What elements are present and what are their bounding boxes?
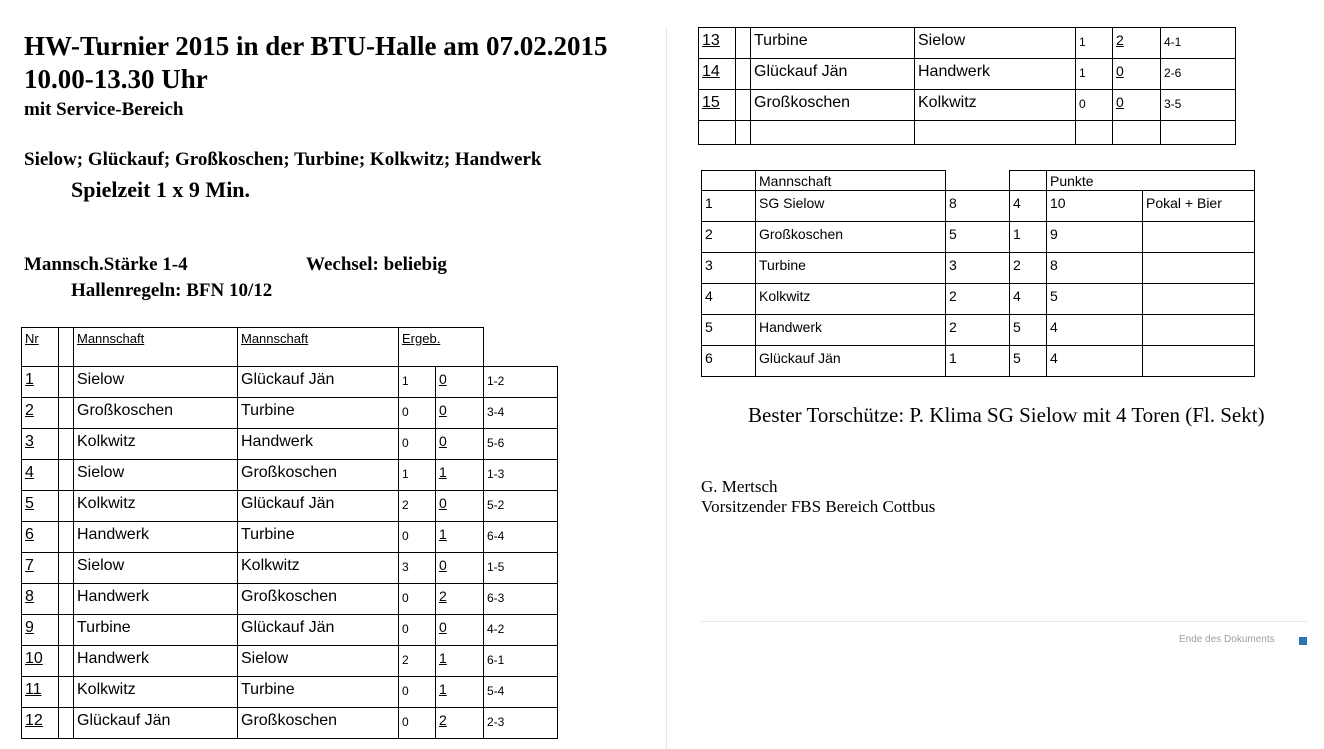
match-nr: 6 bbox=[22, 522, 59, 553]
match-team1: Sielow bbox=[74, 553, 238, 584]
match-pairing: 5-6 bbox=[484, 429, 558, 460]
match-row bbox=[699, 28, 1236, 59]
end-divider bbox=[701, 621, 1307, 622]
match-team1: Kolkwitz bbox=[74, 491, 238, 522]
standings-prize: Pokal + Bier bbox=[1143, 191, 1255, 222]
author-block bbox=[701, 477, 935, 517]
match-nr: 14 bbox=[699, 59, 736, 90]
match-row bbox=[22, 398, 558, 429]
standings-rank: 1 bbox=[702, 191, 756, 222]
standings-row bbox=[702, 191, 1255, 222]
match-team1: Turbine bbox=[751, 28, 915, 59]
match-blank bbox=[59, 553, 74, 584]
match-goals2: 1 bbox=[436, 460, 484, 491]
match-team1: Handwerk bbox=[74, 646, 238, 677]
standings-header-rank bbox=[702, 171, 756, 191]
match-team2: Turbine bbox=[238, 398, 399, 429]
match-goals1: 1 bbox=[1076, 28, 1113, 59]
match-team2: Handwerk bbox=[238, 429, 399, 460]
standings-rank: 5 bbox=[702, 315, 756, 346]
wechsel: Wechsel: beliebig bbox=[306, 254, 447, 275]
match-goals2: 0 bbox=[1113, 90, 1161, 121]
standings-row bbox=[702, 284, 1255, 315]
match-row bbox=[22, 553, 558, 584]
match-nr: 1 bbox=[22, 367, 59, 398]
match-row bbox=[22, 522, 558, 553]
standings-rank: 3 bbox=[702, 253, 756, 284]
document-time: 10.00-13.30 Uhr bbox=[24, 64, 208, 94]
standings-table bbox=[701, 170, 1255, 377]
match-pairing: 6-3 bbox=[484, 584, 558, 615]
standings-punkte: 10 bbox=[1047, 191, 1143, 222]
match-team2: Sielow bbox=[915, 28, 1076, 59]
match-team1: Glückauf Jän bbox=[751, 59, 915, 90]
match-nr: 3 bbox=[22, 429, 59, 460]
match-pairing: 2-3 bbox=[484, 708, 558, 739]
match-blank bbox=[59, 522, 74, 553]
standings-prize bbox=[1143, 346, 1255, 377]
standings-prize bbox=[1143, 253, 1255, 284]
match-row bbox=[22, 584, 558, 615]
match-nr: 2 bbox=[22, 398, 59, 429]
match-goals1: 1 bbox=[399, 460, 436, 491]
header-nr: Nr bbox=[22, 328, 59, 367]
match-goals2: 0 bbox=[436, 398, 484, 429]
match-pairing: 2-6 bbox=[1161, 59, 1236, 90]
standings-body bbox=[702, 191, 1255, 377]
match-blank bbox=[736, 28, 751, 59]
match-goals1: 3 bbox=[399, 553, 436, 584]
standings-row bbox=[702, 222, 1255, 253]
match-blank bbox=[59, 615, 74, 646]
match-goals2: 0 bbox=[436, 553, 484, 584]
standings-punkte: 8 bbox=[1047, 253, 1143, 284]
match-goals1: 1 bbox=[399, 367, 436, 398]
match-pairing: 1-2 bbox=[484, 367, 558, 398]
matches-right-body bbox=[699, 28, 1236, 121]
standings-b: 4 bbox=[1010, 191, 1047, 222]
empty-row bbox=[699, 121, 1236, 145]
standings-punkte: 4 bbox=[1047, 346, 1143, 377]
matches-header-row bbox=[22, 328, 558, 367]
match-blank bbox=[59, 677, 74, 708]
match-team1: Handwerk bbox=[74, 584, 238, 615]
match-pairing: 1-3 bbox=[484, 460, 558, 491]
match-blank bbox=[59, 460, 74, 491]
match-team1: Großkoschen bbox=[74, 398, 238, 429]
match-nr: 8 bbox=[22, 584, 59, 615]
match-goals1: 0 bbox=[399, 522, 436, 553]
match-blank bbox=[736, 59, 751, 90]
match-pairing: 1-5 bbox=[484, 553, 558, 584]
match-row bbox=[22, 646, 558, 677]
match-team2: Großkoschen bbox=[238, 708, 399, 739]
match-pairing: 3-5 bbox=[1161, 90, 1236, 121]
standings-team: Großkoschen bbox=[756, 222, 946, 253]
match-blank bbox=[59, 491, 74, 522]
standings-b: 5 bbox=[1010, 315, 1047, 346]
author-role: Vorsitzender FBS Bereich Cottbus bbox=[701, 497, 936, 516]
header-empty bbox=[484, 328, 558, 367]
match-goals2: 2 bbox=[1113, 28, 1161, 59]
match-row bbox=[22, 615, 558, 646]
standings-b: 5 bbox=[1010, 346, 1047, 377]
match-team2: Turbine bbox=[238, 522, 399, 553]
match-pairing: 3-4 bbox=[484, 398, 558, 429]
match-goals1: 0 bbox=[399, 615, 436, 646]
standings-prize bbox=[1143, 315, 1255, 346]
match-row bbox=[22, 677, 558, 708]
match-team2: Sielow bbox=[238, 646, 399, 677]
match-team1: Turbine bbox=[74, 615, 238, 646]
standings-a: 2 bbox=[946, 284, 1010, 315]
standings-a: 2 bbox=[946, 315, 1010, 346]
match-goals1: 0 bbox=[399, 429, 436, 460]
top-scorer: Bester Torschütze: P. Klima SG Sielow mit 4 Toren (Fl. Sekt) bbox=[748, 403, 1265, 427]
match-goals1: 0 bbox=[1076, 90, 1113, 121]
match-pairing: 5-2 bbox=[484, 491, 558, 522]
match-team1: Handwerk bbox=[74, 522, 238, 553]
standings-a: 8 bbox=[946, 191, 1010, 222]
column-divider bbox=[666, 28, 667, 749]
match-row bbox=[699, 59, 1236, 90]
standings-a: 5 bbox=[946, 222, 1010, 253]
standings-a: 3 bbox=[946, 253, 1010, 284]
match-team2: Glückauf Jän bbox=[238, 491, 399, 522]
header-team2: Mannschaft bbox=[238, 328, 399, 367]
standings-b: 1 bbox=[1010, 222, 1047, 253]
standings-header-a bbox=[946, 171, 1010, 191]
header-blank bbox=[59, 328, 74, 367]
match-nr: 9 bbox=[22, 615, 59, 646]
match-row bbox=[22, 429, 558, 460]
matches-table-right bbox=[698, 27, 1236, 145]
match-goals1: 0 bbox=[399, 398, 436, 429]
standings-team: Glückauf Jän bbox=[756, 346, 946, 377]
standings-prize bbox=[1143, 284, 1255, 315]
match-row bbox=[699, 90, 1236, 121]
match-nr: 15 bbox=[699, 90, 736, 121]
match-team1: Kolkwitz bbox=[74, 429, 238, 460]
match-team2: Großkoschen bbox=[238, 584, 399, 615]
header-ergebnis: Ergeb. bbox=[399, 328, 484, 367]
standings-rank: 6 bbox=[702, 346, 756, 377]
match-team1: Sielow bbox=[74, 460, 238, 491]
match-team2: Handwerk bbox=[915, 59, 1076, 90]
standings-header-punkte: Punkte bbox=[1047, 171, 1255, 191]
match-blank bbox=[59, 429, 74, 460]
end-marker-icon bbox=[1299, 637, 1307, 645]
match-goals2: 1 bbox=[436, 677, 484, 708]
author-name: G. Mertsch bbox=[701, 477, 778, 496]
match-row bbox=[22, 367, 558, 398]
match-blank bbox=[59, 367, 74, 398]
match-goals1: 2 bbox=[399, 646, 436, 677]
match-row bbox=[22, 491, 558, 522]
match-goals1: 2 bbox=[399, 491, 436, 522]
match-team2: Glückauf Jän bbox=[238, 615, 399, 646]
standings-header-b bbox=[1010, 171, 1047, 191]
standings-rank: 4 bbox=[702, 284, 756, 315]
end-of-document-label: Ende des Dokuments bbox=[1179, 634, 1275, 645]
standings-team: Turbine bbox=[756, 253, 946, 284]
match-team2: Kolkwitz bbox=[238, 553, 399, 584]
standings-punkte: 4 bbox=[1047, 315, 1143, 346]
match-nr: 11 bbox=[22, 677, 59, 708]
match-team1: Sielow bbox=[74, 367, 238, 398]
document-title: HW-Turnier 2015 in der BTU-Halle am 07.02.2015 bbox=[24, 31, 608, 61]
match-blank bbox=[59, 708, 74, 739]
match-nr: 7 bbox=[22, 553, 59, 584]
spielzeit: Spielzeit 1 x 9 Min. bbox=[71, 177, 251, 202]
match-goals1: 0 bbox=[399, 708, 436, 739]
standings-prize bbox=[1143, 222, 1255, 253]
match-pairing: 4-1 bbox=[1161, 28, 1236, 59]
match-blank bbox=[736, 90, 751, 121]
match-goals2: 0 bbox=[436, 615, 484, 646]
match-row bbox=[22, 460, 558, 491]
mannschaft-staerke: Mannsch.Stärke 1-4 bbox=[24, 254, 188, 275]
match-goals2: 2 bbox=[436, 584, 484, 615]
matches-table-left bbox=[21, 327, 558, 739]
standings-row bbox=[702, 253, 1255, 284]
standings-team: Kolkwitz bbox=[756, 284, 946, 315]
match-blank bbox=[59, 646, 74, 677]
teams-list: Sielow; Glückauf; Großkoschen; Turbine; Kolkwitz; Handwerk bbox=[24, 149, 542, 170]
standings-row bbox=[702, 315, 1255, 346]
match-pairing: 4-2 bbox=[484, 615, 558, 646]
match-row bbox=[22, 708, 558, 739]
match-team1: Kolkwitz bbox=[74, 677, 238, 708]
hallenregeln: Hallenregeln: BFN 10/12 bbox=[71, 280, 273, 301]
standings-team: Handwerk bbox=[756, 315, 946, 346]
match-goals1: 1 bbox=[1076, 59, 1113, 90]
match-goals1: 0 bbox=[399, 677, 436, 708]
header-team1: Mannschaft bbox=[74, 328, 238, 367]
standings-punkte: 9 bbox=[1047, 222, 1143, 253]
match-blank bbox=[59, 398, 74, 429]
standings-a: 1 bbox=[946, 346, 1010, 377]
standings-row bbox=[702, 346, 1255, 377]
match-nr: 5 bbox=[22, 491, 59, 522]
match-blank bbox=[59, 584, 74, 615]
standings-header-team: Mannschaft bbox=[756, 171, 946, 191]
match-pairing: 5-4 bbox=[484, 677, 558, 708]
standings-header-row bbox=[702, 171, 1255, 191]
match-goals2: 1 bbox=[436, 646, 484, 677]
match-team2: Großkoschen bbox=[238, 460, 399, 491]
match-team1: Großkoschen bbox=[751, 90, 915, 121]
subtitle: mit Service-Bereich bbox=[24, 99, 184, 120]
match-goals2: 2 bbox=[436, 708, 484, 739]
match-goals2: 0 bbox=[436, 491, 484, 522]
match-team2: Glückauf Jän bbox=[238, 367, 399, 398]
standings-b: 4 bbox=[1010, 284, 1047, 315]
match-team2: Kolkwitz bbox=[915, 90, 1076, 121]
standings-punkte: 5 bbox=[1047, 284, 1143, 315]
match-goals1: 0 bbox=[399, 584, 436, 615]
matches-left-body bbox=[22, 367, 558, 739]
match-team2: Turbine bbox=[238, 677, 399, 708]
match-nr: 10 bbox=[22, 646, 59, 677]
match-nr: 4 bbox=[22, 460, 59, 491]
match-pairing: 6-4 bbox=[484, 522, 558, 553]
match-pairing: 6-1 bbox=[484, 646, 558, 677]
standings-b: 2 bbox=[1010, 253, 1047, 284]
standings-rank: 2 bbox=[702, 222, 756, 253]
match-goals2: 1 bbox=[436, 522, 484, 553]
match-goals2: 0 bbox=[436, 367, 484, 398]
match-nr: 12 bbox=[22, 708, 59, 739]
match-goals2: 0 bbox=[436, 429, 484, 460]
standings-team: SG Sielow bbox=[756, 191, 946, 222]
match-nr: 13 bbox=[699, 28, 736, 59]
match-goals2: 0 bbox=[1113, 59, 1161, 90]
match-team1: Glückauf Jän bbox=[74, 708, 238, 739]
